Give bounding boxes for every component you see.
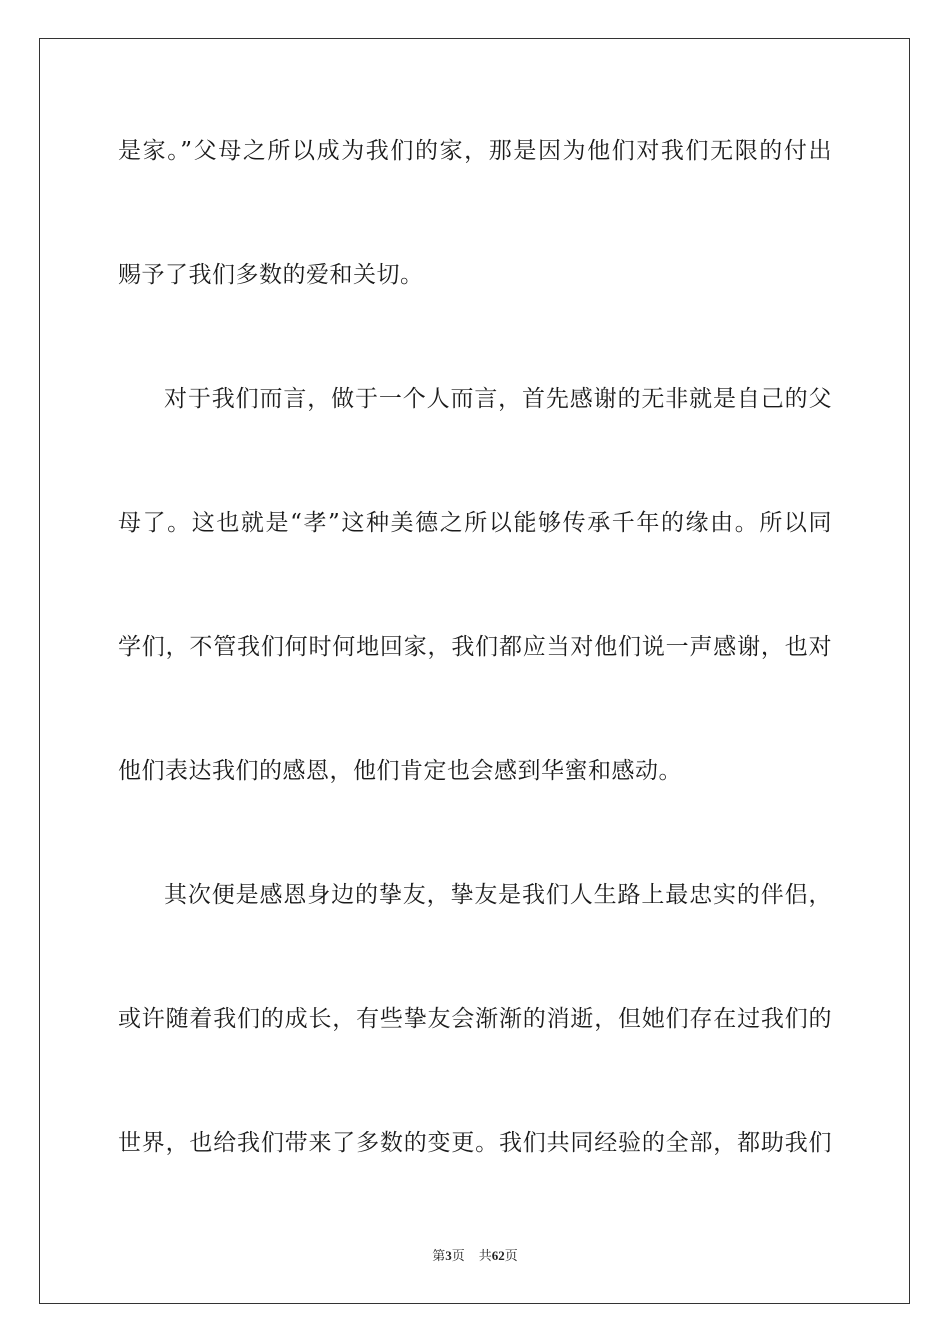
text-line-5: 学们，不管我们何时何地回家，我们都应当对他们说一声感谢，也对 <box>118 634 832 660</box>
text-line-7: 其次便是感恩身边的挚友，挚友是我们人生路上最忠实的伴侣， <box>164 882 832 908</box>
text-line-9: 世界，也给我们带来了多数的变更。我们共同经验的全部，都助我们 <box>118 1130 832 1156</box>
text-line-6: 他们表达我们的感恩，他们肯定也会感到华蜜和感动。 <box>118 758 682 784</box>
page-border <box>39 38 910 1304</box>
text-line-4: 母了。这也就是“孝”这种美德之所以能够传承千年的缘由。所以同 <box>118 510 832 536</box>
total-pages: 62 <box>491 1248 505 1263</box>
page-prefix: 第 <box>432 1249 446 1264</box>
page-suffix: 页 <box>451 1249 465 1264</box>
total-prefix: 共 <box>478 1249 492 1264</box>
total-suffix: 页 <box>504 1249 518 1264</box>
text-line-8: 或许随着我们的成长，有些挚友会渐渐的消逝，但她们存在过我们的 <box>118 1006 832 1032</box>
page-number: 3 <box>445 1248 452 1263</box>
text-line-3: 对于我们而言，做于一个人而言，首先感谢的无非就是自己的父 <box>164 386 832 412</box>
text-line-2: 赐予了我们多数的爱和关切。 <box>118 262 424 288</box>
text-line-1: 是家。”父母之所以成为我们的家，那是因为他们对我们无限的付出 <box>118 138 832 164</box>
page-footer <box>0 1246 950 1267</box>
